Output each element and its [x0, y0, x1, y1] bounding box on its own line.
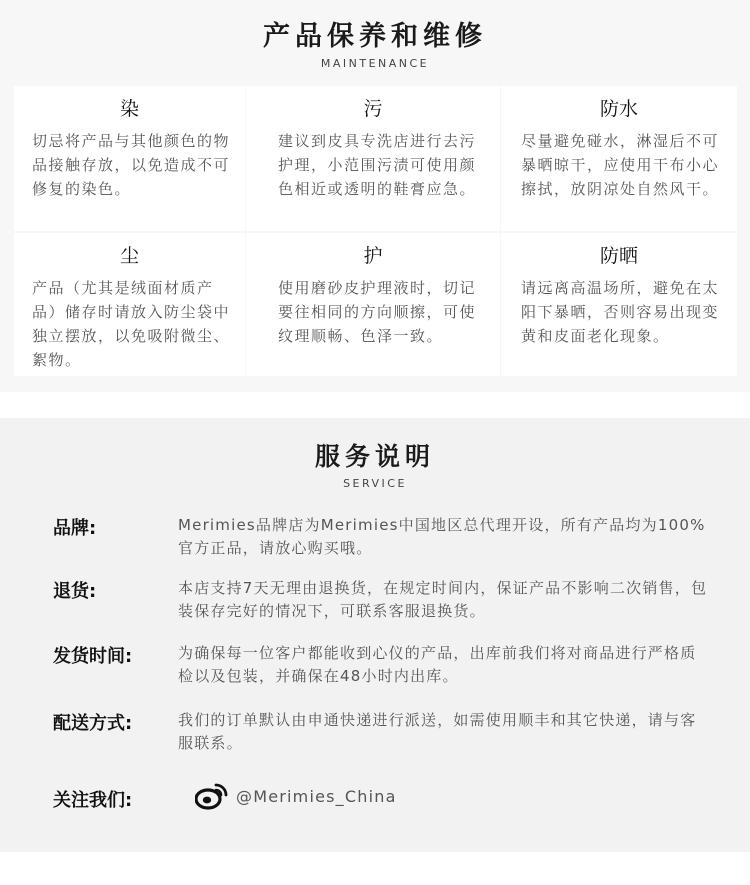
maintenance-card-stain — [14, 86, 245, 231]
weibo-handle-link[interactable]: @Merimies_China — [236, 787, 397, 806]
service-label: 配送方式: — [53, 713, 133, 734]
service-subtitle: SERVICE — [343, 477, 407, 490]
follow-label: 关注我们: — [53, 790, 133, 811]
service-text: 我们的订单默认由申通快递进行派送，如需使用顺丰和其它快递，请与客服联系。 — [178, 711, 697, 752]
service-text: 为确保每一位客户都能收到心仪的产品，出库前我们将对商品进行严格质检以及包装，并确保在48小时内出库。 — [178, 644, 697, 685]
card-title: 防水 — [599, 98, 638, 120]
card-title: 防晒 — [599, 245, 638, 267]
service-section — [0, 418, 750, 852]
maintenance-card-care — [246, 233, 500, 376]
service-text: Merimies品牌店为Merimies中国地区总代理开设，所有产品均为100%官方正品，请放心购买哦。 — [178, 516, 706, 557]
maintenance-subtitle: MAINTENANCE — [320, 57, 430, 70]
maintenance-card-waterproof — [501, 86, 737, 231]
maintenance-section — [0, 0, 750, 392]
card-text: 产品（尤其是绒面材质产品）储存时请放入防尘袋中独立摆放，以免吸附微尘、絮物。 — [32, 279, 231, 369]
maintenance-card-dirt — [246, 86, 500, 231]
card-title: 尘 — [119, 245, 139, 267]
card-text: 使用磨砂皮护理液时，切记要往相同的方向顺擦，可使纹理顺畅、色泽一致。 — [278, 279, 477, 345]
maintenance-grid — [14, 86, 737, 376]
card-title: 染 — [119, 98, 139, 120]
card-text: 建议到皮具专洗店进行去污护理，小范围污渍可使用颜色相近或透明的鞋膏应急。 — [278, 132, 477, 198]
weibo-icon[interactable] — [195, 782, 229, 810]
maintenance-card-sunproof — [501, 233, 737, 376]
card-text: 请远离高温场所，避免在太阳下暴晒，否则容易出现变黄和皮面老化现象。 — [521, 279, 720, 345]
service-label: 发货时间: — [53, 646, 133, 667]
card-text: 切忌将产品与其他颜色的物品接触存放，以免造成不可修复的染色。 — [32, 132, 231, 198]
maintenance-title: 产品保养和维修 — [263, 21, 487, 52]
service-label: 品牌: — [53, 518, 97, 539]
service-title: 服务说明 — [314, 442, 435, 471]
service-label: 退货: — [53, 581, 97, 602]
service-text: 本店支持7天无理由退换货，在规定时间内，保证产品不影响二次销售，包装保存完好的情况下，可联系客服退换货。 — [178, 579, 708, 620]
card-title: 污 — [363, 98, 383, 120]
card-text: 尽量避免碰水，淋湿后不可暴晒晾干，应使用干布小心擦拭，放阴凉处自然风干。 — [521, 132, 720, 198]
card-title: 护 — [363, 245, 383, 267]
maintenance-card-dust — [14, 233, 245, 376]
